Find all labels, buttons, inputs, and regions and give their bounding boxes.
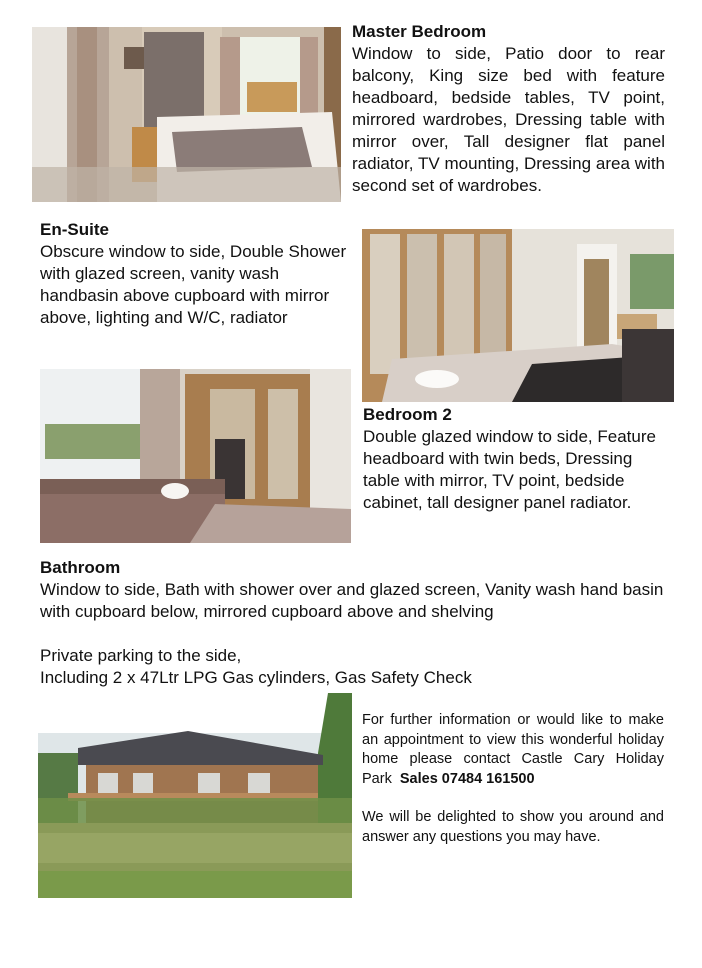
master-bedroom-photo: [32, 27, 341, 202]
bathroom-text: Window to side, Bath with shower over and glazed screen, Vanity wash hand basin with cupboard below, mirrored cupboard above and shelving: [40, 580, 664, 621]
parking-line-2: Including 2 x 47Ltr LPG Gas cylinders, Gas Safety Check: [40, 668, 472, 687]
contact-intro: For further information or would like to make an appointment to view this wonderful holiday home please contact Castle Cary Holiday Park: [362, 712, 664, 787]
bathroom-section: [40, 557, 670, 623]
master-bedroom-text: Window to side, Patio door to rear balcony, King size bed with feature headboard, bedside tables, TV point, mirrored wardrobes, Dressing table with mirror over, Tall designer flat panel radiator, TV mounting, Dressing area with second set of wardrobes.: [352, 44, 665, 195]
ensuite-heading: En-Suite: [40, 220, 109, 239]
parking-section: [40, 645, 670, 689]
contact-section: [362, 711, 664, 847]
ensuite-text: Obscure window to side, Double Shower with glazed screen, vanity wash handbasin above cupboard with mirror above, lighting and W/C, radiator: [40, 242, 347, 327]
contact-text: [362, 711, 664, 789]
bathroom-heading: Bathroom: [40, 558, 121, 577]
bedroom2-text: Double glazed window to side, Feature headboard with twin beds, Dressing table with mirror, TV point, bedside cabinet, tall designer panel radiator.: [363, 427, 656, 512]
sales-phone: Sales 07484 161500: [399, 770, 535, 787]
ensuite-section: [40, 219, 350, 329]
master-bedroom-heading: Master Bedroom: [352, 22, 487, 41]
wardrobe-bedroom-photo: [362, 229, 674, 402]
master-bedroom-section: [352, 21, 665, 197]
bedroom2-heading: Bedroom 2: [363, 405, 452, 424]
lodge-exterior-photo: [38, 693, 352, 898]
parking-line-1: Private parking to the side,: [40, 646, 242, 665]
bedroom2-section: [363, 404, 673, 514]
twin-bedroom-photo: [40, 369, 351, 543]
contact-closing: We will be delighted to show you around and answer any questions you may have.: [362, 809, 664, 845]
